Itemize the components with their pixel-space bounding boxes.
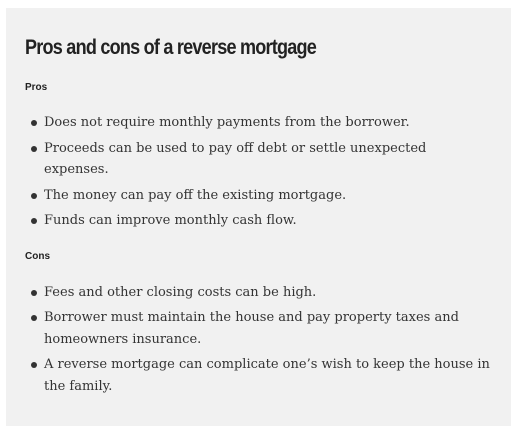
page-title: Pros and cons of a reverse mortgage bbox=[25, 36, 317, 59]
list-item-text: Proceeds can be used to pay off debt or settle unexpected expenses. bbox=[44, 140, 427, 177]
bullet-icon bbox=[31, 315, 37, 321]
list-item bbox=[25, 307, 491, 350]
pros-label: Pros bbox=[25, 82, 48, 93]
bullet-icon bbox=[31, 120, 37, 126]
pros-list bbox=[25, 112, 491, 232]
list-item bbox=[25, 210, 491, 232]
cons-list bbox=[25, 282, 491, 398]
bullet-icon bbox=[31, 218, 37, 224]
list-item-text: Fees and other closing costs can be high. bbox=[44, 284, 317, 300]
list-item bbox=[25, 138, 491, 181]
list-item bbox=[25, 185, 491, 207]
list-item-text: Funds can improve monthly cash flow. bbox=[44, 213, 297, 228]
list-item-text: Does not require monthly payments from the borrower. bbox=[44, 115, 410, 130]
list-item bbox=[25, 112, 491, 134]
list-item bbox=[25, 282, 491, 304]
bullet-icon bbox=[31, 362, 37, 368]
list-item-text: A reverse mortgage can complicate one’s wish to keep the house in the family. bbox=[44, 357, 490, 394]
pros-cons-card bbox=[6, 8, 511, 426]
bullet-icon bbox=[31, 193, 37, 199]
cons-label: Cons bbox=[25, 250, 50, 262]
list-item bbox=[25, 354, 491, 397]
bullet-icon bbox=[31, 146, 37, 152]
bullet-icon bbox=[31, 290, 37, 296]
list-item-text: Borrower must maintain the house and pay property taxes and homeowners insurance. bbox=[44, 310, 459, 347]
list-item-text: The money can pay off the existing mortgage. bbox=[44, 187, 347, 203]
